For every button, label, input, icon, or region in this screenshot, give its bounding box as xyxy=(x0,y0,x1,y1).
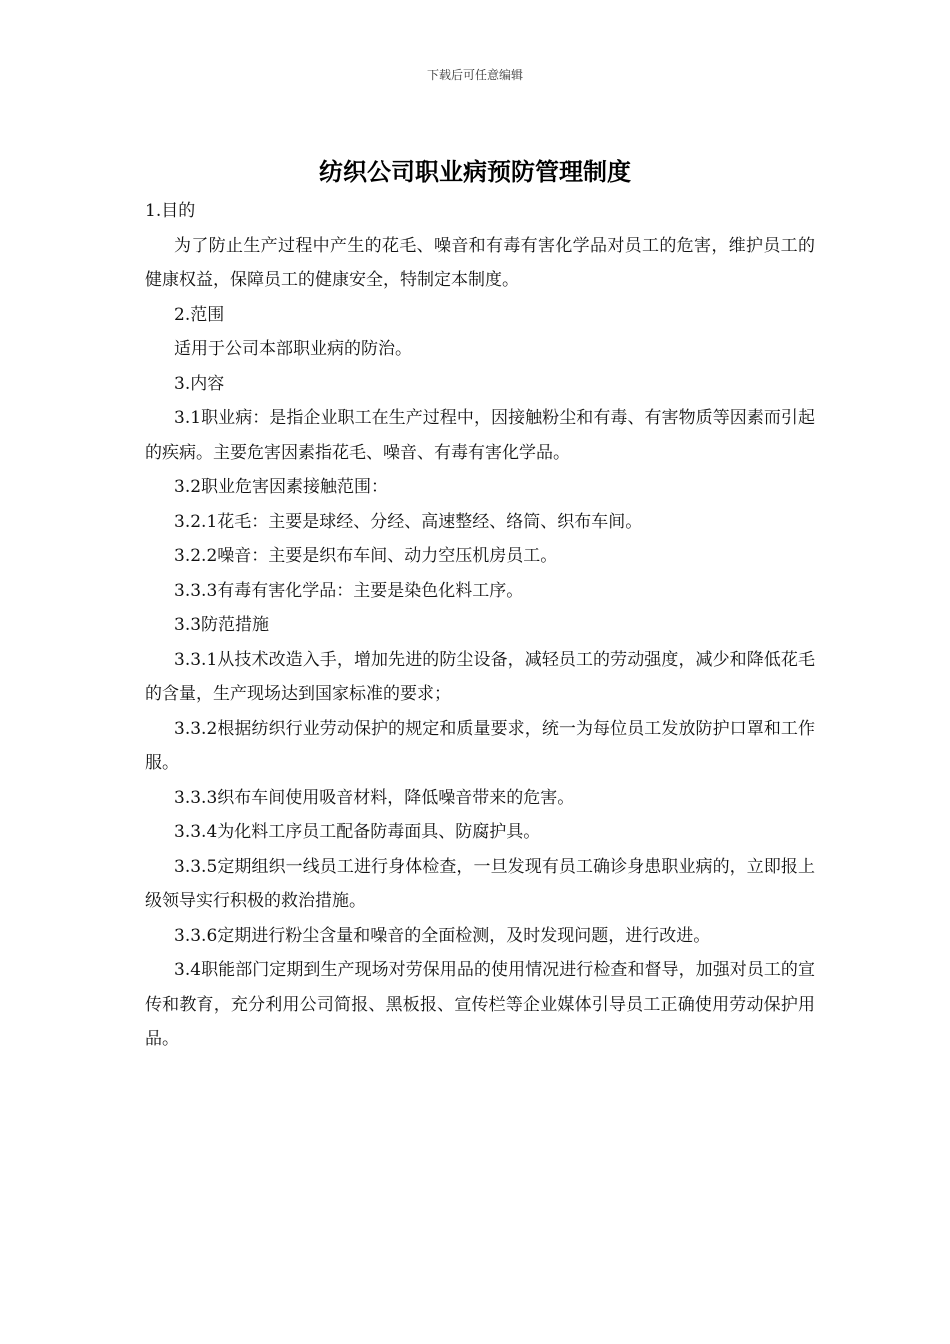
paragraph: 3.2.2噪音：主要是织布车间、动力空压机房员工。 xyxy=(174,546,558,566)
paragraph: 3.3.2根据纺织行业劳动保护的规定和质量要求，统一为每位员工发放防护口罩和工作服。 xyxy=(145,718,815,773)
paragraph: 2.范围 xyxy=(174,304,225,325)
document-title: 纺织公司职业病预防管理制度 xyxy=(319,158,631,186)
paragraph: 3.1职业病：是指企业职工在生产过程中，因接触粉尘和有毒、有害物质等因素而引起的疾病。主要危害因素指花毛、噪音、有毒有害化学品。 xyxy=(145,408,815,463)
document-body xyxy=(145,194,815,1057)
paragraph: 1.目的 xyxy=(145,201,196,221)
paragraph: 3.3.5定期组织一线员工进行身体检查，一旦发现有员工确诊身患职业病的，立即报上级领导实行积极的救治措施。 xyxy=(145,856,815,911)
paragraph: 3.4职能部门定期到生产现场对劳保用品的使用情况进行检查和督导，加强对员工的宣传和教育，充分利用公司简报、黑板报、宣传栏等企业媒体引导员工正确使用劳动保护用品。 xyxy=(145,960,815,1049)
paragraph: 3.3.3有毒有害化学品：主要是染色化料工序。 xyxy=(174,580,524,601)
paragraph: 3.3防范措施 xyxy=(174,615,270,635)
header-note: 下载后可任意编辑 xyxy=(426,68,523,82)
paragraph: 3.2职业危害因素接触范围： xyxy=(174,477,389,497)
paragraph: 3.3.6定期进行粉尘含量和噪音的全面检测，及时发现问题，进行改进。 xyxy=(174,925,711,946)
paragraph: 3.3.1从技术改造入手，增加先进的防尘设备，减轻员工的劳动强度，减少和降低花毛的含量，生产现场达到国家标准的要求； xyxy=(145,649,815,704)
paragraph: 3.3.3织布车间使用吸音材料，降低噪音带来的危害。 xyxy=(174,787,575,808)
paragraph: 3.2.1花毛：主要是球经、分经、高速整经、络筒、织布车间。 xyxy=(174,511,643,532)
paragraph: 适用于公司本部职业病的防治。 xyxy=(174,339,412,359)
paragraph: 为了防止生产过程中产生的花毛、噪音和有毒有害化学品对员工的危害，维护员工的健康权益，保障员工的健康安全，特制定本制度。 xyxy=(145,235,815,290)
paragraph: 3.内容 xyxy=(174,373,225,394)
paragraph: 3.3.4为化料工序员工配备防毒面具、防腐护具。 xyxy=(174,822,541,842)
